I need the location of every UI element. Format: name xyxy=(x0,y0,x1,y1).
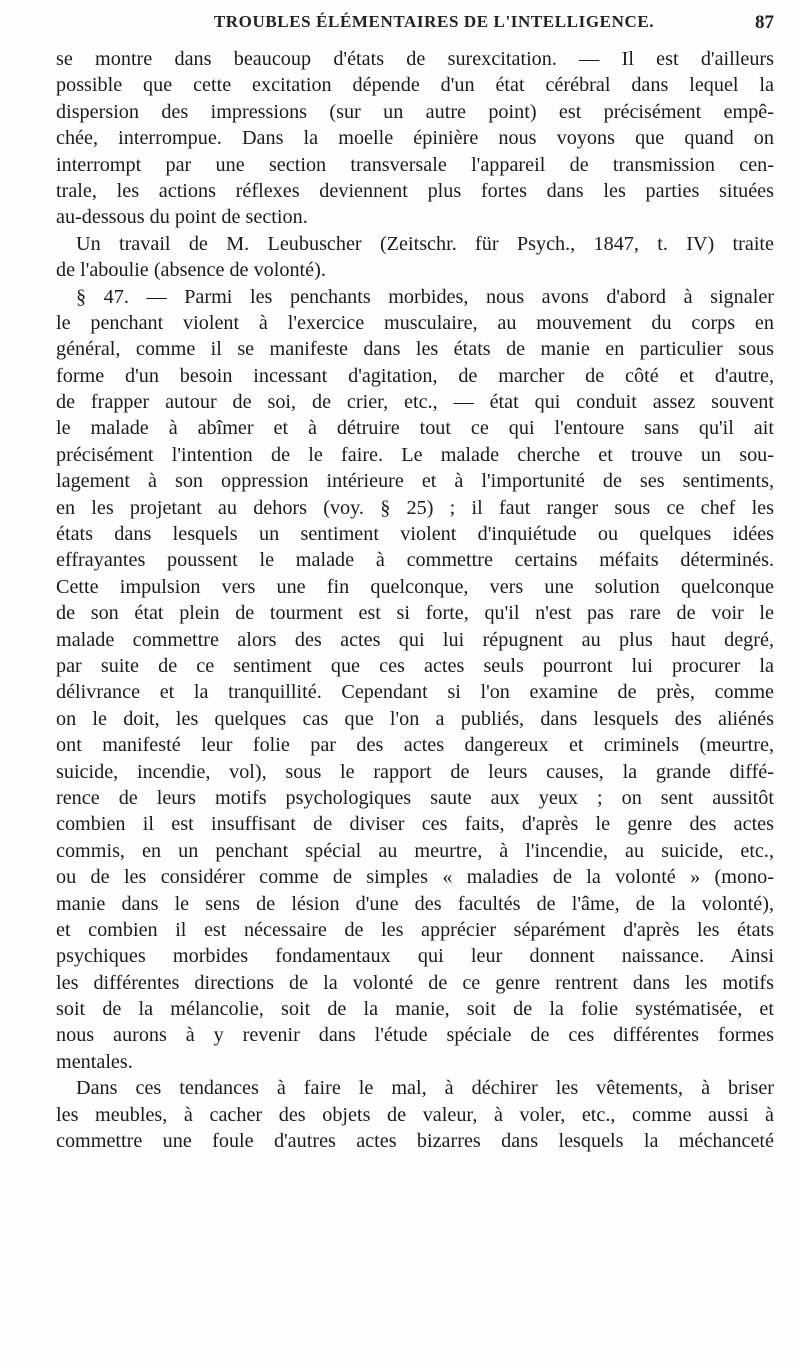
text-line: interrompt par une section transversale l'appareil de transmission cen- xyxy=(56,153,774,176)
text-line: le malade à abîmer et à détruire tout ce qui l'entoure sans qu'il ait xyxy=(56,417,774,440)
text-line: et combien il est nécessaire de les apprécier séparément d'après les états xyxy=(56,918,774,941)
text-line: délivrance et la tranquillité. Cependant si l'on examine de près, comme xyxy=(56,681,774,704)
text-line: le penchant violent à l'exercice musculaire, au mouvement du corps en xyxy=(56,311,774,334)
text-line: nous aurons à y revenir dans l'étude spéciale de ces différentes formes xyxy=(56,1024,774,1047)
text-line: effrayantes poussent le malade à commettre certains méfaits déterminés. xyxy=(56,549,774,572)
text-line: forme d'un besoin incessant d'agitation, de marcher de côté et d'autre, xyxy=(56,364,774,387)
running-title: TROUBLES ÉLÉMENTAIRES DE L'INTELLIGENCE. xyxy=(213,12,655,31)
text-line: précisément l'intention de le faire. Le malade cherche et trouve un sou- xyxy=(56,443,774,466)
text-line: Dans ces tendances à faire le mal, à déchirer les vêtements, à briser xyxy=(76,1077,774,1100)
text-line: soit de la mélancolie, soit de la manie, soit de la folie systématisée, et xyxy=(56,998,774,1021)
text-line: suicide, incendie, vol), sous le rapport de leurs causes, la grande diffé- xyxy=(56,760,774,783)
text-line: commettre une foule d'autres actes bizarres dans lesquels la méchanceté xyxy=(56,1130,774,1153)
text-line: lagement à son oppression intérieure et à l'importunité de ses sentiments, xyxy=(56,470,774,493)
text-line: de son état plein de tourment est si forte, qu'il n'est pas rare de voir le xyxy=(56,602,774,625)
text-line: par suite de ce sentiment que ces actes seuls pourront lui procurer la xyxy=(56,654,774,677)
text-line: au-dessous du point de section. xyxy=(56,206,308,229)
text-line: Un travail de M. Leubuscher (Zeitschr. für Psych., 1847, t. IV) traite xyxy=(76,232,774,255)
body-text xyxy=(56,46,774,1154)
text-line: malade commettre alors des actes qui lui répugnent au plus haut degré, xyxy=(56,628,774,651)
text-line: général, comme il se manifeste dans les états de manie en particulier sous xyxy=(56,338,774,361)
text-line: commis, en un penchant spécial au meurtre, à l'incendie, au suicide, etc., xyxy=(56,839,774,862)
page-number: 87 xyxy=(755,12,774,33)
text-line: de frapper autour de soi, de crier, etc., — état qui conduit assez souvent xyxy=(56,391,774,414)
text-line: les meubles, à cacher des objets de valeur, à voler, etc., comme aussi à xyxy=(56,1103,774,1126)
text-line: manie dans le sens de lésion d'une des facultés de l'âme, de la volonté), xyxy=(56,892,774,915)
text-line: chée, interrompue. Dans la moelle épinière nous voyons que quand on xyxy=(56,127,774,150)
text-line: états dans lesquels un sentiment violent d'inquiétude ou quelques idées xyxy=(56,523,774,546)
text-line: psychiques morbides fondamentaux qui leur donnent naissance. Ainsi xyxy=(56,945,774,968)
text-line: § 47. — Parmi les penchants morbides, nous avons d'abord à signaler xyxy=(76,285,774,308)
text-line: les différentes directions de la volonté de ce genre rentrent dans les motifs xyxy=(56,971,774,994)
text-line: possible que cette excitation dépende d'un état cérébral dans lequel la xyxy=(56,74,774,97)
text-line: Cette impulsion vers une fin quelconque, vers une solution quelconque xyxy=(56,575,774,598)
text-line: se montre dans beaucoup d'états de surexcitation. — Il est d'ailleurs xyxy=(56,48,774,70)
text-line: rence de leurs motifs psychologiques saute aux yeux ; on sent aussitôt xyxy=(56,786,774,809)
text-line: de l'aboulie (absence de volonté). xyxy=(56,259,326,282)
text-line: dispersion des impressions (sur un autre point) est précisément empê- xyxy=(56,100,774,123)
text-line: ont manifesté leur folie par des actes dangereux et criminels (meurtre, xyxy=(56,734,774,757)
text-line: on le doit, les quelques cas que l'on a publiés, dans lesquels des aliénés xyxy=(56,707,774,730)
text-line: en les projetant au dehors (voy. § 25) ; il faut ranger sous ce chef les xyxy=(56,496,774,519)
running-head xyxy=(114,6,774,40)
text-line: combien il est insuffisant de diviser ces faits, d'après le genre des actes xyxy=(56,813,774,836)
text-line: mentales. xyxy=(56,1050,133,1073)
text-line: ou de les considérer comme de simples « maladies de la volonté » (mono- xyxy=(56,866,774,889)
text-line: trale, les actions réflexes deviennent plus fortes dans les parties situées xyxy=(56,179,774,202)
